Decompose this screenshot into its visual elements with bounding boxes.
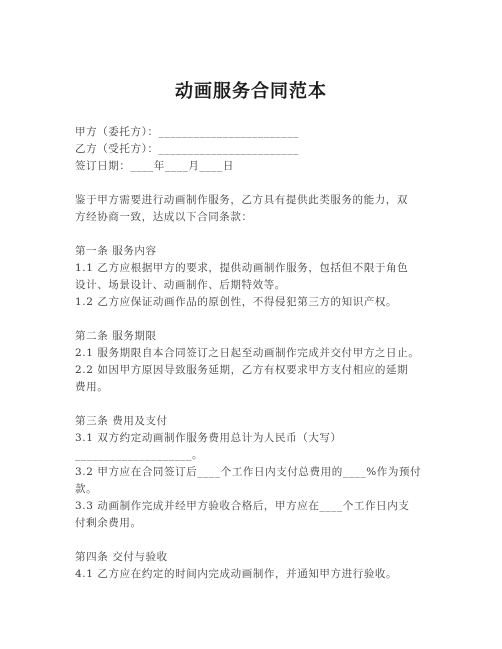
clause-line: 3.1 双方约定动画制作服务费用总计为人民币（大写） [75, 432, 342, 444]
spacer [75, 532, 475, 549]
article-heading: 第二条 服务期限 [75, 330, 157, 342]
clause-line: 3.2 甲方应在合同签订后____个工作日内支付总费用的____%作为预付 [75, 466, 422, 478]
preamble-line: 鉴于甲方需要进行动画制作服务，乙方具有提供此类服务的能力，双 [75, 194, 408, 206]
article-heading: 第一条 服务内容 [75, 245, 157, 257]
clause-line: 4.1 乙方应在约定的时间内完成动画制作，并通知甲方进行验收。 [75, 568, 398, 580]
article-heading: 第三条 费用及支付 [75, 415, 168, 427]
clause-line: 款。 [75, 483, 98, 495]
spacer [75, 396, 475, 413]
preamble-line: 方经协商一致，达成以下合同条款： [75, 211, 253, 223]
party-b-line: 乙方（受托方）：________________________ [75, 143, 299, 155]
spacer [75, 311, 475, 328]
document-title: 动画服务合同范本 [175, 81, 327, 102]
clause-line: 2.1 服务期限自本合同签订之日起至动画制作完成并交付甲方之日止。 [75, 347, 420, 359]
document-body [75, 124, 475, 583]
clause-line: 2.2 如因甲方原因导致服务延期，乙方有权要求甲方支付相应的延期 [75, 364, 409, 376]
clause-line: 费用。 [75, 381, 109, 393]
clause-line: 付剩余费用。 [75, 517, 142, 529]
clause-line: 1.2 乙方应保证动画作品的原创性，不得侵犯第三方的知识产权。 [75, 296, 398, 308]
article-heading: 第四条 交付与验收 [75, 551, 168, 563]
spacer [75, 175, 475, 192]
clause-line: 1.1 乙方应根据甲方的要求，提供动画制作服务，包括但不限于角色 [75, 262, 409, 274]
party-a-line: 甲方（委托方）：________________________ [75, 126, 299, 138]
clause-line: ____________________。 [75, 449, 204, 461]
clause-line: 设计、场景设计、动画制作、后期特效等。 [75, 279, 286, 291]
spacer [75, 226, 475, 243]
sign-date-line: 签订日期：____年____月____日 [75, 160, 234, 172]
clause-line: 3.3 动画制作完成并经甲方验收合格后，甲方应在____个工作日内支 [75, 500, 410, 512]
